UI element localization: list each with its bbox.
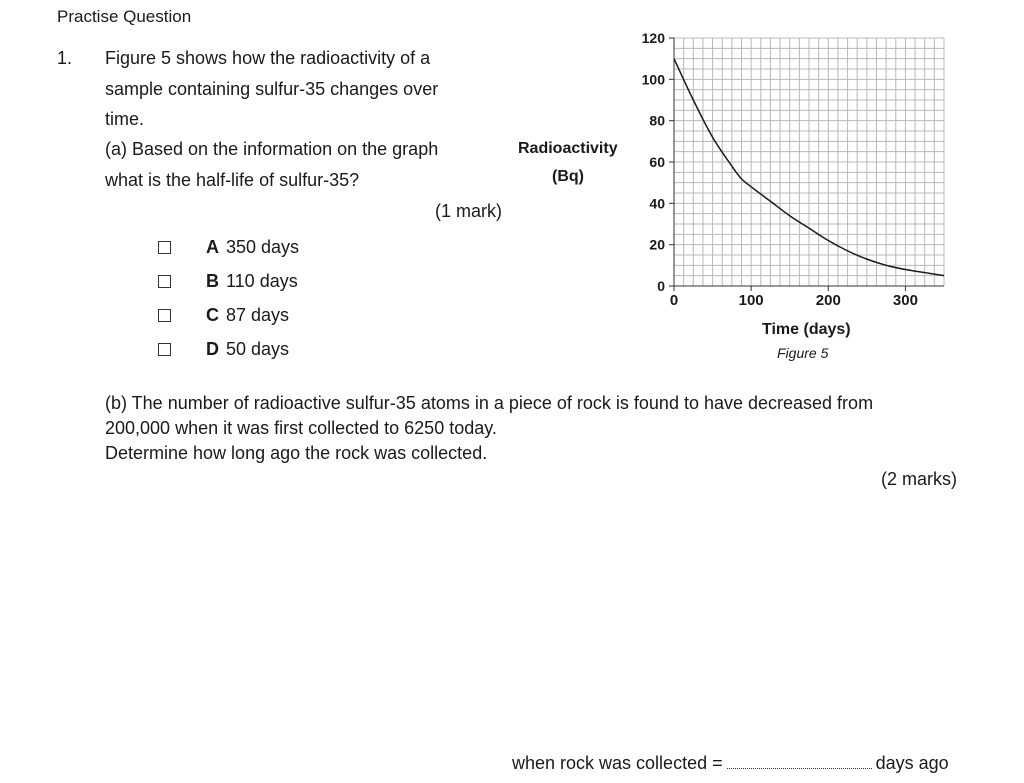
part-b-marks: (2 marks) [881, 469, 957, 489]
y-tick-label-100: 100 [641, 71, 665, 88]
page-heading: Practise Question [57, 7, 192, 26]
x-axis-label: Time (days) [762, 321, 851, 338]
y-tick-label-40: 40 [649, 195, 665, 212]
x-tick-label-200: 200 [815, 292, 841, 309]
option-c-letter: C [206, 305, 219, 325]
y-axis-label-line-2: (Bq) [552, 168, 584, 185]
x-tick-label-100: 100 [738, 292, 764, 309]
answer-line [512, 752, 949, 774]
answer-suffix: days ago [875, 753, 949, 773]
answer-prefix: when rock was collected = [512, 753, 723, 773]
part-b-line-2: 200,000 when it was first collected to 6250 today. [105, 418, 497, 438]
x-tick-label-300: 300 [892, 292, 918, 309]
x-tick-label-0: 0 [669, 292, 679, 309]
y-tick-label-120: 120 [641, 30, 665, 46]
option-a-text: 350 days [226, 237, 300, 257]
option-a-letter: A [206, 237, 219, 257]
intro-line-1: Figure 5 shows how the radioactivity of a [105, 48, 431, 68]
part-a-line-1: (a) Based on the information on the graph [105, 139, 439, 159]
question-number: 1. [57, 48, 73, 68]
part-a-line-2: what is the half-life of sulfur-35? [105, 170, 360, 190]
option-c-text: 87 days [226, 305, 290, 325]
y-tick-label-80: 80 [649, 112, 665, 129]
y-tick-label-20: 20 [649, 236, 665, 253]
intro-line-2: sample containing sulfur-35 changes over [105, 79, 439, 99]
option-b-letter: B [206, 271, 219, 291]
option-d-letter: D [206, 339, 219, 359]
figure-caption: Figure 5 [777, 345, 829, 361]
part-b-line-1: (b) The number of radioactive sulfur-35 atoms in a piece of rock is found to have decreased from [105, 393, 874, 413]
y-tick-label-60: 60 [649, 154, 665, 170]
part-b-text [105, 391, 873, 466]
option-d-text: 50 days [226, 339, 290, 359]
part-a-marks: (1 mark) [435, 201, 502, 221]
y-tick-label-0: 0 [657, 278, 665, 294]
y-axis-label-line-1: Radioactivity [518, 140, 618, 157]
option-b-text: 110 days [226, 271, 298, 291]
part-b-line-3: Determine how long ago the rock was collected. [105, 443, 488, 463]
answer-blank[interactable] [727, 754, 872, 769]
intro-line-3: time. [105, 109, 145, 129]
